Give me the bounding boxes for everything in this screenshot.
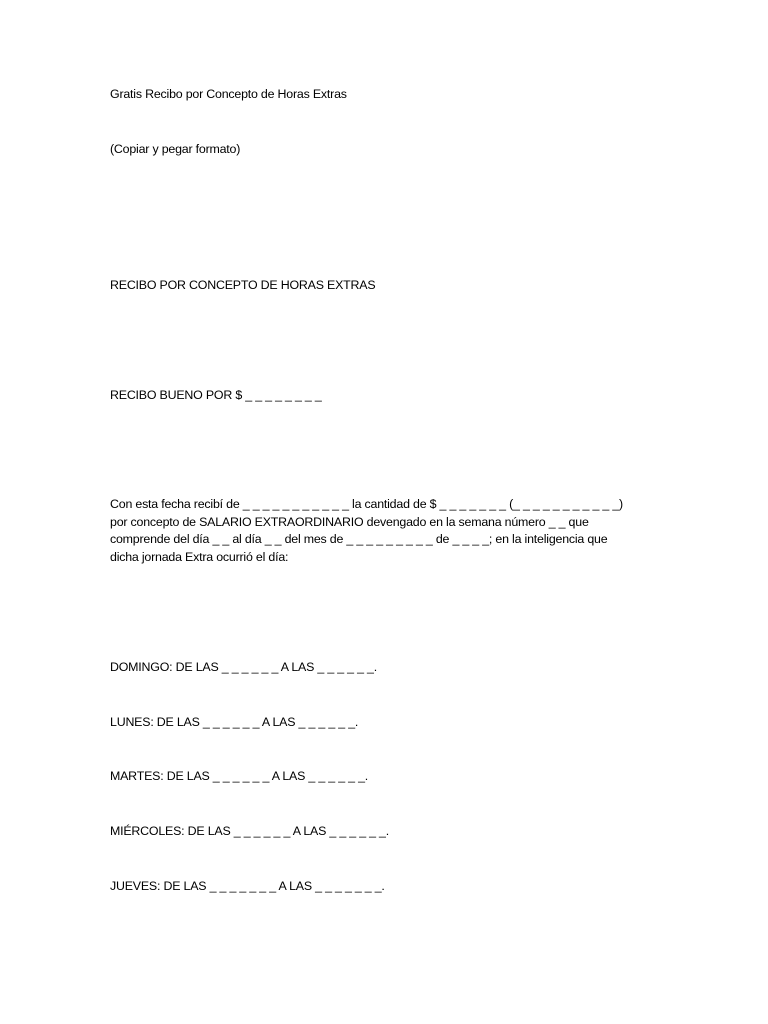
schedule-line-martes: MARTES: DE LAS _ _ _ _ _ _ A LAS _ _ _ _ _ _. — [110, 769, 369, 783]
schedule-line-miercoles: MIÉRCOLES: DE LAS _ _ _ _ _ _ A LAS _ _ _ _ _ _. — [110, 824, 389, 838]
schedule-line-jueves: JUEVES: DE LAS _ _ _ _ _ _ _ A LAS _ _ _ _ _ _ _. — [110, 879, 385, 893]
receipt-body-paragraph — [110, 496, 670, 566]
paragraph-line: Con esta fecha recibí de _ _ _ _ _ _ _ _ _ _ _ la cantidad de $ _ _ _ _ _ _ _ (_ _ _ _ _ _ _ _ _ _ _) — [110, 497, 623, 511]
schedule-line-lunes: LUNES: DE LAS _ _ _ _ _ _ A LAS _ _ _ _ _ _. — [110, 715, 359, 729]
paragraph-line: dicha jornada Extra ocurrió el día: — [110, 549, 289, 564]
receipt-heading: RECIBO POR CONCEPTO DE HORAS EXTRAS — [110, 278, 376, 292]
document-title: Gratis Recibo por Concepto de Horas Extras — [110, 87, 347, 101]
schedule-line-domingo: DOMINGO: DE LAS _ _ _ _ _ _ A LAS _ _ _ _ _ _. — [110, 660, 377, 674]
receipt-amount-line: RECIBO BUENO POR $ _ _ _ _ _ _ _ _ — [110, 388, 322, 402]
document-subtitle: (Copiar y pegar formato) — [110, 142, 241, 156]
paragraph-line: por concepto de SALARIO EXTRAORDINARIO devengado en la semana número _ _ que — [110, 514, 589, 529]
paragraph-line: comprende del día _ _ al día _ _ del mes de _ _ _ _ _ _ _ _ _ de _ _ _ _; en la inteligencia que — [110, 532, 608, 547]
